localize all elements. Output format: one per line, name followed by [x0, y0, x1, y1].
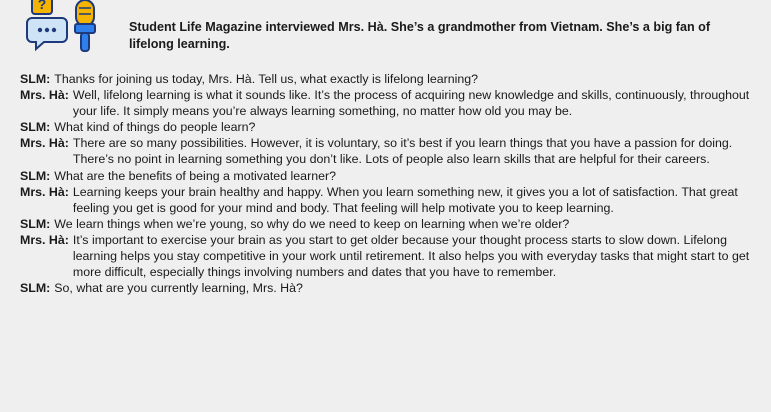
interview-chat-microphone-icon	[26, 0, 106, 56]
speech-text: Thanks for joining us today, Mrs. Hà. Tell us, what exactly is lifelong learning?	[54, 72, 479, 86]
dialogue-turn	[20, 168, 765, 184]
interview-intro: Student Life Magazine interviewed Mrs. Hà. She’s a grandmother from Vietnam. She’s a big fan of lifelong learning.	[129, 20, 711, 51]
dialogue-turn	[20, 280, 765, 296]
speaker-label: Mrs. Hà:	[20, 232, 69, 247]
dialogue-turn	[20, 135, 765, 167]
dialogue-turn	[20, 71, 765, 87]
speech-text: It’s important to exercise your brain as you start to get older because your thought process starts to slow down. Lifelong learning helps you stay competitive in your work until retirement. It also helps you with everyday tasks that might start to get more difficult, especially things involving numbers and dates that you have to remember.	[72, 232, 750, 280]
speaker-label: SLM:	[20, 281, 51, 296]
speech-text: What kind of things do people learn?	[54, 120, 256, 135]
dialogue-turn	[20, 119, 765, 135]
svg-text:?: ?	[37, 0, 47, 12]
speech-text: Well, lifelong learning is what it sounds like. It’s the process of acquiring new knowledge and skills, continuously, throughout your life. It simply means you’re always learning something, no matter how old you may be.	[72, 88, 750, 119]
speech-text: We learn things when we’re young, so why do we need to keep on learning when we’re older?	[54, 216, 570, 231]
speaker-label: SLM:	[20, 120, 51, 135]
speech-text: So, what are you currently learning, Mrs. Hà?	[54, 281, 303, 296]
speech-text: What are the benefits of being a motivated learner?	[54, 168, 336, 183]
interview-transcript	[20, 71, 765, 296]
speaker-label: Mrs. Hà:	[20, 88, 69, 103]
dialogue-turn	[20, 87, 765, 119]
speaker-label: SLM:	[20, 168, 51, 183]
dialogue-turn	[20, 216, 765, 232]
dialogue-turn	[20, 232, 765, 280]
speech-text: Learning keeps your brain healthy and happy. When you learn something new, it gives you a lot of satisfaction. That great feeling you get is good for your mind and body. That feeling will help motivate you to keep learning.	[72, 184, 738, 215]
dialogue-turn	[20, 184, 765, 216]
speaker-label: SLM:	[20, 72, 51, 86]
speaker-label: Mrs. Hà:	[20, 136, 69, 151]
speech-text: There are so many possibilities. However, it is voluntary, so it’s best if you learn things that you have a passion for doing. There’s no point in learning something you don’t like. Lots of people also learn skills that are helpful for their careers.	[72, 136, 733, 167]
speaker-label: Mrs. Hà:	[20, 184, 69, 199]
speaker-label: SLM:	[20, 216, 51, 231]
